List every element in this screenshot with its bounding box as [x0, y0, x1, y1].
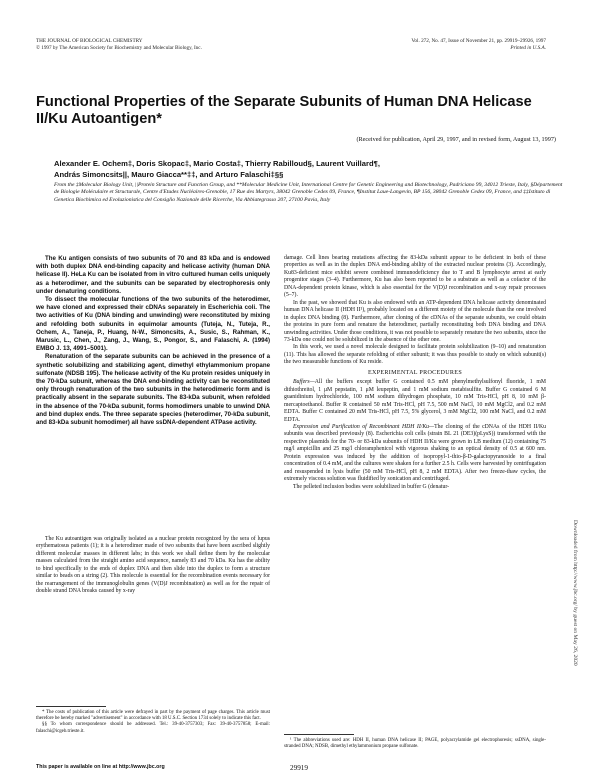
affiliations: From the ‡Molecular Biology Unit, ||Protein Structure and Function Group, and **Molecular Medicine Unit, International Centre for Genetic Engineering and Biotechnology, Padriciano 99, 34012 Trieste, Italy, §Département de Biologie Moléculaire et Structurale, Centre d'Etudes Nucléaires-Grenoble, 17 Rue des Martyrs, 38042 Grenoble Cedex 09, France, ¶Institut Laue-Langevin, BP 156, 38042 Grenoble Cedex 09, France, and ‡‡Istituto di Genetica Biochimica ed Evoluzionistica del Consiglio Nazionale delle Ricerche, Via Abbiategrasso 207, 27100 Pavia, Italy [54, 182, 563, 203]
printed-line: Printed in U.S.A. [510, 44, 546, 51]
author-list [54, 158, 564, 180]
footnote-costs: * The costs of publication of this article were defrayed in part by the payment of page charges. This article must therefore be hereby marked "advertisement" in accordance with 18 U.S.C. Section 1734 solely to indicate this fact. [36, 710, 270, 722]
copyright-line: © 1997 by The American Society for Biochemistry and Molecular Biology, Inc. [36, 44, 202, 51]
right-column [284, 255, 546, 491]
expression-heading: Expression and Purification of Recombinant HDH II/Ku— [293, 423, 435, 430]
abstract-paragraph: Renaturation of the separate subunits can be achieved in the presence of a synthetic solubilizing and stabilizing agent, dimethyl ethylammonium propane sulfonate (NDSB 195). The helicase activity of the Ku protein resides uniquely in the 70-kDa subunit, whereas the DNA end-binding activity can be reconstituted only through renaturation of the two subunits in the heterodimeric form and is practically absent in the separate subunits. The 83-kDa subunit, when refolded in the absence of the 70-kDa subunit, forms homodimers unable to unwind DNA and bind duplex ends. The three separate species (heterodimer, 70-kDa subunit, and 83-kDa subunit homodimer) all have ssDNA-dependent ATPase activity. [36, 353, 270, 427]
page-number: 29919 [290, 764, 308, 772]
journal-header [36, 38, 202, 51]
buffers-paragraph [284, 379, 546, 424]
volume-line: Vol. 272, No. 47, Issue of November 21, pp. 29919–29926, 1997 [411, 38, 546, 44]
download-side-note: Downloaded from http://www.jbc.org/ by guest on May 26, 2020 [572, 520, 578, 666]
pellet-paragraph: The pelleted inclusion bodies were solubilized in buffer G (denatur- [293, 483, 450, 490]
footnotes [36, 706, 270, 735]
abstract-paragraph: The Ku antigen consists of two subunits of 70 and 83 kDa and is endowed with both duplex DNA end-binding capacity and helicase activity (human DNA helicase II). HeLa Ku can be isolated from in vitro cultured human cells uniquely as a heterodimer, and the subunits can be separated by electrophoresis only under denaturing conditions. [36, 255, 270, 295]
online-availability: This paper is available on line at http://www.jbc.org [36, 764, 165, 770]
journal-name: THE JOURNAL OF BIOLOGICAL CHEMISTRY [36, 38, 143, 44]
footnote-correspondence: §§ To whom correspondence should be addressed. Tel.: 39-40-3757303; Fax: 39-40-3757858; E-mail: falaschi@icgeb.trieste.it. [36, 722, 270, 734]
abbreviations-text: ¹ The abbreviations used are: HDH II, human DNA helicase II; PAGE, polyacrylamide gel electrophoresis; ssDNA, single-stranded DNA; NDSB, dimethyl ethylammonium propane sulfonate. [284, 738, 546, 750]
footnote-rule [284, 734, 354, 735]
intro-paragraph: In the past, we showed that Ku is also endowed with an ATP-dependent DNA helicase activity denominated human DNA helicase II (HDH II¹), probably located on a different moiety of the molecule than the one involved in duplex DNA binding (8). Furthermore, after cloning of the cDNAs of the separate subunits, we could obtain the proteins in pure form and renature the heterodimer, partially reconstituting both DNA binding and DNA unwinding activities. Under those conditions, it was not possible to separately renature the two subunits, since the 73-kDa one could not be solubilized in the absence of the other one. [284, 299, 546, 343]
intro-paragraph: The Ku autoantigen was originally isolated as a nuclear protein recognized by the sera of lupus erythematosus patients (1); it is a heterodimer made of two subunits that have been ascribed slightly different molecular masses in different labs; in this work we shall define them by the molecular masses calculated from the straight amino acid sequence, namely 83 and 70 kDa. Ku has the ability to bind specifically to the ends of duplex DNA and then slide into the duplex to form a structure similar to beads on a string (2). This molecule is essential for the recombination events necessary for the rearrangement of the immunoglobulin genes (V(D)J recombination) as well as for the repair of double strand DNA breaks caused by x-ray [36, 536, 270, 595]
footnote-rule [36, 706, 106, 707]
section-heading: EXPERIMENTAL PROCEDURES [367, 369, 463, 376]
buffers-heading: Buffers— [293, 379, 315, 386]
received-dates: (Received for publication, April 29, 1997, and in revised form, August 13, 1997) [356, 136, 556, 143]
abbreviations-footnote [284, 734, 546, 750]
issue-header [411, 38, 546, 51]
abstract-paragraph: To dissect the molecular functions of the two subunits of the heterodimer, we have cloned and expressed their cDNAs separately in Escherichia coli. The two activities of Ku (DNA binding and unwinding) were reconstituted by mixing and refolding both subunits in equimolar amounts (Tuteja, N., Tuteja, R., Ochem, A., Taneja, P., Huang, N-W., Simoncsits, A., Susic, S., Rahman, K., Marusic, L., Chen, J., Zang, J., Wang, S., Pongor, S., and Falaschi, A. (1994) EMBO J. 13, 4991–5001). [36, 296, 270, 353]
authors-line-2: András Simoncsits||, Mauro Giacca**‡‡, and Arturo Falaschi‡§§ [54, 170, 284, 179]
expression-paragraph [284, 424, 546, 484]
abstract [36, 255, 270, 427]
expression-text: The cloning of the cDNAs of the HDH II/Ku subunits was described previously (8). Escherichia coli cells (strain BL 21 (DE3)(pLysS)) transformed with the respective plasmids for the 70- or 83-kDa subunits of HDH II/Ku were grown in LB medium (12) containing 75 mg/l ampicillin and 25 mg/l chloramphenicol with vigorous shaking to an optical density of 0.5 at 600 nm. Protein expression was induced by the addition of isopropyl-1-thio-β-D-galactopyranoside to a final concentration of 0.4 mM, and the cultures were shaken for a further 2.5 h. Cells were harvested by centrifugation and resuspended in lysis buffer (50 mM Tris-HCl, pH 8, 2 mM EDTA). After two freeze-thaw cycles, the extremely viscous solution was fluidified by sonication and centrifuged. [284, 423, 546, 483]
authors-line-1: Alexander E. Ochem‡, Doris Skopac‡, Mario Costa‡, Thierry Rabilloud§, Laurent Vuillard¶, [54, 159, 380, 168]
intro-paragraph: damage. Cell lines bearing mutations affecting the 83-kDa subunit appear to be deficient in both of these properties as well as in the duplex DNA end-binding ability of the extracted nuclear proteins (3). Accordingly, Ku83-deficient mice exhibit severe combined immunodeficiency due to T and B lymphocyte arrest at early progenitor stages (3–4). Furthermore, Ku has also been reported to be a substrate as well as a cofactor of the DNA-dependent protein kinase, which is also essential for the V(D)J recombination and x-ray repair processes (5–7). [284, 255, 546, 299]
article-title: Functional Properties of the Separate Subunits of Human DNA Helicase II/Ku Autoantigen* [36, 94, 532, 127]
intro-paragraph: In this work, we used a novel molecule designed to facilitate protein solubilization (9–10) and renaturation (11). This has allowed the separate refolding of either subunit; it was thus possible to study on which subunit(s) the two measurable functions of Ku reside. [284, 344, 546, 366]
buffers-text: All the buffers except buffer G contained 0.5 mM phenylmethylsulfonyl fluoride, 1 mM dithiothreitol, 1 μM pepstatin, 1 μM leupeptin, and 1 mM sodium metabisulfite. Buffer G contained 6 M guanidinium hydrochloride, 100 mM sodium dihydrogen phosphate, 10 mM Tris-HCl, pH 8, 10 mM β-mercaptoethanol. Buffer R contained 50 mM Tris-HCl, pH 7.5, 500 mM NaCl, 10 mM MgCl2, and 0.2 mM EDTA. Buffer C contained 20 mM Tris-HCl, pH 7.5, 5% glycerol, 3 mM MgCl2, 100 mM NaCl, and 0.2 mM EDTA. [284, 379, 546, 423]
introduction-left [36, 536, 270, 596]
